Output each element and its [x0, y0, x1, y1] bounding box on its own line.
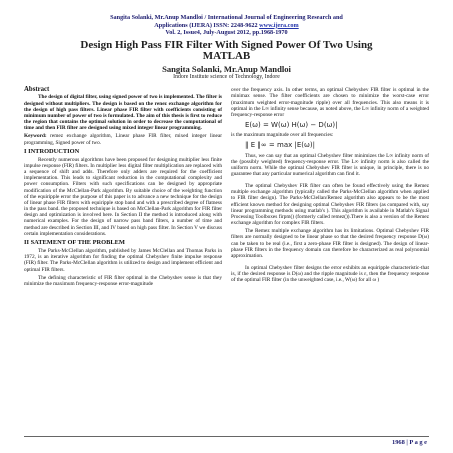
right-paragraph-3: Thus, we can say that an optimal Chebyshev filter minimizes the L∞ infinity norm of the (possibly weighted) frequency-response error. The L∞ infinity norm is also called the uniform norm. While the optimal Chebyshev FIR filter is unique, in principle, there is no guarantee that any particular numerical algorithm can find it. — [231, 152, 429, 177]
section-1-text: Recently numerous algorithms have been proposed for designing multiplier less finite impulse response (FIR) filters. In multiplier less digital filter multiplication are replaced with a sequence of shift and adds. Therefore only adders are required for the coefficient implementation. This leads to significant reduction in the computational complexity and power consumption. Filters with such specifications can be designed by appropriate modification of the McClellan-Park algorithm. By suitable choice of the weighting function of the equiripple error the purpose of this paper is to advance a new technique for the design of linear phase FIR filters with equiripple stop band and with a prescribed degree of flatness in the pass band. the proposed technique is based on McClellan-Park algorithm for FIR filter design and optimization is involved here. In Section II the method is introduced along with numerical examples. For the design of narrow pass band filters, a number of time and method are described in Section III, and IV based on high pass filter. In Section V we discuss certain implementation considerations. — [24, 156, 222, 237]
page-number: 1968 | P a g e — [392, 439, 427, 446]
journal-header-line-2 — [24, 22, 429, 30]
left-column — [24, 87, 222, 289]
keywords-text: remez exchange algorithm, Linear phase FIR filter, mixed integer linear programming, Signed power of two. — [24, 133, 222, 146]
body-columns — [24, 87, 429, 289]
abstract-heading: Abstract — [24, 86, 50, 94]
paper-title-line-1: Design High Pass FIR Filter With Signed Power Of Two Using — [80, 38, 373, 51]
journal-issn: Applications (IJERA) ISSN: 2248-9622 — [154, 21, 260, 29]
paper-affiliation: Indore Institute science of Technology, Indore — [173, 74, 280, 81]
abstract-text: The design of digital filter, using signed power of two is implemented. The filter is designed without multipliers. The design is based on the renez exchange algorithm for the design of high pass filters. Linear phase FIR filter with coefficients consisting of minimum number of power of two is formulated. The aim of this thesis is first to reduce the region that contains the optimal solution in order to decrease the computational of time and then FIR filter are designed using mixed integer linear programming. — [24, 94, 222, 132]
paper-authors: Sangita Solanki, Mr.Anup Mandloi — [162, 63, 291, 74]
right-paragraph-1: over the frequency axis. In other terms, an optimal Chebyshev FIR filter is optimal in the minimax sense. The filter coefficients are chosen to minimize the worst-case error (maximum weighted error-magnitude ripple) over all frequencies. This also means it is optimal in the L∞ infinity sense because, as noted above, the L∞ infinity norm of a weighted frequency-response error — [231, 87, 429, 118]
journal-header-line-1: Sangita Solanki, Mr.Anup Mandloi / International Journal of Engineering Research and — [110, 14, 343, 21]
equation-infinity-norm: ‖ E ‖∞ = max |E(ω)| — [245, 141, 315, 150]
journal-header-line-3: Vol. 2, Issue4, July-August 2012, pp.1968-1970 — [165, 29, 288, 37]
equation-weighted-error: E(ω) = W(ω) H(ω) − D(ω)| — [245, 121, 338, 130]
right-column — [231, 87, 429, 289]
paper-title — [24, 40, 429, 63]
journal-link[interactable]: www.ijera.com — [259, 21, 299, 29]
footer-rule — [24, 436, 429, 437]
section-2-paragraph-2: The defining characteristic of FIR filter optimal in the Chebyshev sense is that they minimize the maximum frequency-response error-magnitude — [24, 274, 222, 287]
journal-header — [24, 14, 429, 37]
right-paragraph-2: is the maximum magnitude over all frequencies: — [231, 132, 334, 139]
section-1-heading: I INTRODUCTION — [24, 147, 80, 155]
keywords — [24, 133, 222, 145]
right-paragraph-4: The optimal Chebyshev FIR filter can often be found effectively using the Remez multiple exchange algorithm (typically called the Parks-McClellan algorithm when applied to FIR filter design). The Parks-McClellan/Remez algorithm also appears to be the most efficient known method for designing optimal Chebyshev FIR filters (as compared with, say linear programming methods using matlab's ). This algorithm is available in Matlab's Signal Processing Toolboxes firpm() (formerly called remez()).There is also a version of the Remez exchange algorithm for complex FIR filters. — [231, 183, 429, 227]
keywords-label: Keyword: — [24, 133, 47, 140]
right-paragraph-6: In optimal Chebyshev filter designs the error exhibits an equiripple characteristic-that is, if the desired response is D(ω) and the ripple magnitude is ε, then the frequency response of the optimal FIR filter (in the unweighted case, i.e., W(ω) for all ω ) — [231, 265, 429, 284]
right-paragraph-5: The Remez multiple exchange algorithm has its limitations. Optimal Chebyshev FIR filters are normally designed to be linear phase so that the desired frequency response D(ω) can be taken to be real (i.e., first a zero-phase FIR filter is designed). The design of linear-phase FIR filters in the frequency domain can therefore be characterized as real polynomial approximation. — [231, 228, 429, 259]
section-2-paragraph-1: The Parks-McClellan algorithm, published by James McClellan and Thomas Parks in 1972, is an iterative algorithm for finding the optimal Chebyshev finite impulse response (FIR) filter. The Parks-McClellan algorithm is utilized to design and implement efficient and optimal FIR filters. — [24, 248, 222, 273]
paper-title-line-2: MATLAB — [202, 50, 251, 63]
section-2-heading: II SATEMENT OF THE PROBLEM — [24, 238, 125, 246]
